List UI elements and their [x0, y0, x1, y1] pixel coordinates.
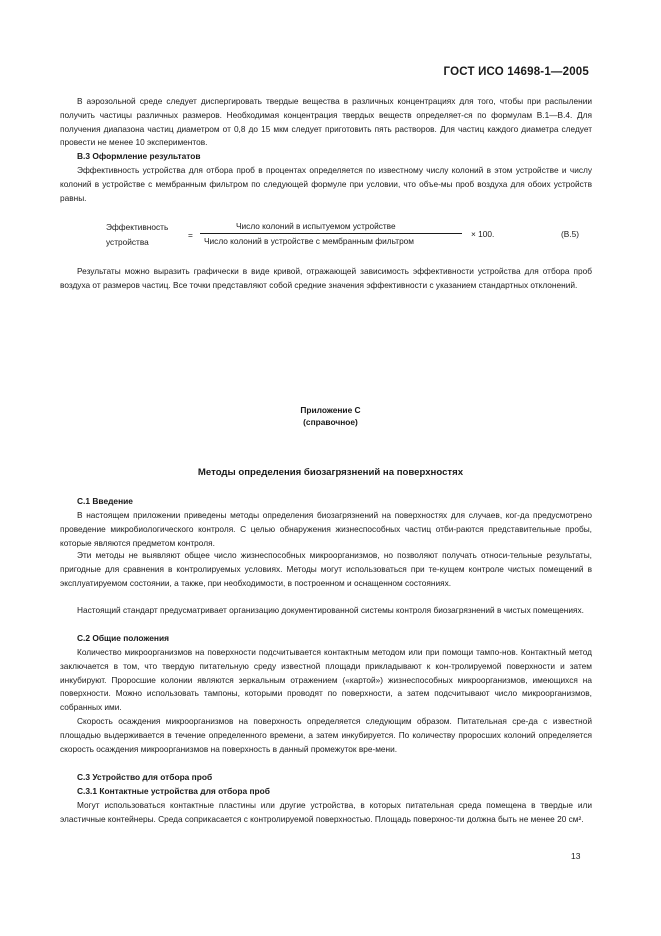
paragraph-efficiency: Эффективность устройства для отбора проб в процентах определяется по известному числу колоний в этом устройстве и числу колоний в устройстве с мембранным фильтром по следующей формуле при условии, что объе-мы проб воздуха для обоих устройств равны. [60, 165, 592, 203]
formula-equals: = [188, 230, 193, 240]
section-heading-c31: С.3.1 Контактные устройства для отбора проб [77, 786, 270, 796]
formula-number: (В.5) [561, 229, 579, 239]
annex-main-title: Методы определения биозагрязнений на поверхностях [197, 467, 464, 478]
paragraph-c31-1: Могут использоваться контактные пластины или другие устройства, в которых питательная среда помещена в твердые или эластичные контейнеры. Среда соприкасается с контролируемой поверхностью. Площадь поверхнос-ти должна быть не менее 20 см². [60, 800, 592, 824]
paragraph-c1-1: В настоящем приложении приведены методы определения биозагрязнений на поверхностях для случаев, ког-да предусмотрено проведение микробиологического контроля. С целью обнаружения жизнеспособных частиц отби-раются представительные пробы, которые являются предметом контроля. [60, 510, 592, 548]
paragraph-c1-2: Эти методы не выявляют общее число жизнеспособных микроорганизмов, но позволяют получать относи-тельные результаты, пригодные для сравнения в контролируемых условиях. Методы могут использоваться при те-кущем контроле чистых помещений в эксплуатируемом состоянии, а также, при необходимости, в построенном и оснащенном состояниях. [60, 550, 592, 588]
paragraph-c1-3: Настоящий стандарт предусматривает организацию документированной системы контроля биозагрязнений в чистых помещениях. [77, 605, 584, 615]
formula-numerator: Число колоний в испытуемом устройстве [236, 221, 396, 231]
annex-title: Приложение С [300, 405, 361, 415]
formula-denominator: Число колоний в устройстве с мембранным фильтром [204, 236, 414, 246]
document-header: ГОСТ ИСО 14698-1—2005 [443, 66, 589, 78]
section-heading-c1: С.1 Введение [77, 496, 133, 506]
paragraph-results: Результаты можно выразить графически в виде кривой, отражающей зависимость эффективности устройства для отбора проб воздуха от размеров частиц. Все точки представляют собой средние значения эффективности с указанием стандартных отклонений. [60, 266, 592, 290]
section-heading-c2: С.2 Общие положения [77, 633, 170, 643]
paragraph-c2-2: Скорость осаждения микроорганизмов на поверхность определяется следующим образом. Питательная сре-да с известной площадью выдерживается в течение определенного времени, а затем инкубируется. По количеству проросших колоний определяется скорость осаждения микроорганизмов на поверхность в данный промежуток вре-мени. [60, 716, 592, 754]
section-heading-b3: В.3 Оформление результатов [77, 151, 201, 161]
formula-label-line2: устройства [106, 237, 149, 247]
formula-multiplier: × 100. [471, 229, 495, 239]
annex-subtitle: (справочное) [303, 417, 358, 427]
paragraph-c2-1: Количество микроорганизмов на поверхности подсчитывается контактным методом или при помощи тампо-нов. Контактный метод заключается в том, что твердую питательную среду известной площади прикладывают к кон-тролируемой поверхности и затем инкубируют. Проросшие колонии являются зеркальным отражением («картой») жизнеспособных микроорганизмов, имеющихся на поверхности. Можно использовать тампоны, которыми проводят по поверхности, а затем подсчитывают число микроорганизмов, собранных ими. [60, 647, 592, 713]
section-heading-c3: С.3 Устройство для отбора проб [77, 772, 213, 782]
fraction-line [200, 233, 462, 234]
formula-label-line1: Эффективность [106, 222, 169, 232]
paragraph-aerosol: В аэрозольной среде следует диспергировать твердые вещества в различных концентрациях для того, чтобы при распылении получить частицы различных размеров. Необходимая концентрация твердых веществ определяет-ся по формулам В.1—В.4. Для получения диапазона частиц диаметром от 0,8 до 15 мкм следует приготовить пять растворов. Для частиц каждого диаметра следует провести не менее 10 экспериментов. [60, 96, 592, 148]
page-number: 13 [571, 851, 581, 861]
